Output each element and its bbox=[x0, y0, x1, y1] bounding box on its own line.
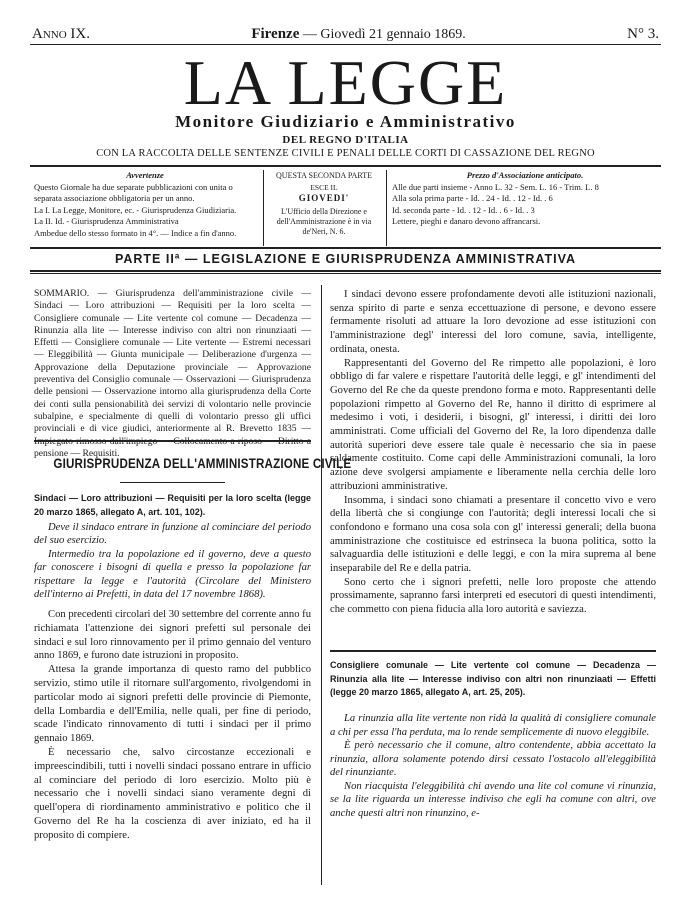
avvertenze-line: Ambedue dello stesso formato in 4°. — Indice a fin d'anno. bbox=[34, 227, 237, 238]
maxim: La rinunzia alla lite vertente non ridà la qualità di consigliere comunale a chi per essa l'ha perduta, ma lo rende semplicemente di nuovo eleggibile. bbox=[330, 713, 656, 738]
right-caption-text: Consigliere comunale — Lite vertente col comune — Decadenza — Rinunzia alla lite — Interesse indiviso con altri non rinunziaati — Effetti (legge 20 marzo 1865, allegato A, art. 25, 205). bbox=[330, 660, 656, 697]
prezzo-box bbox=[392, 170, 658, 228]
right-rule bbox=[330, 650, 656, 652]
prezzo-heading: Prezzo d'Associazione anticipato. bbox=[466, 170, 584, 180]
avvertenze-line: La II. Id. - Giurisprudenza Amministrativa bbox=[34, 216, 179, 226]
newspaper-subtitle: Monitore Giudiziario e Amministrativo bbox=[175, 112, 516, 131]
maxim: Intermedio tra la popolazione ed il governo, deve a questo far conoscere i bisogni di quella e presso la popolazione far rispettare la legge e l'autorità (Circolare del Ministero dell'interno ai Prefetti, in data del 17 novembre 1868). bbox=[34, 548, 311, 601]
issue-number: N° 3. bbox=[627, 26, 659, 42]
sommario bbox=[34, 288, 311, 460]
newspaper-title: LA LEGGE bbox=[183, 47, 508, 118]
right-caption bbox=[330, 659, 656, 700]
paragraph: Con precedenti circolari del 30 settembre del corrente anno fu richiamata l'attenzione dei signori prefetti sul personale dei sindaci e sul loro rinnovamento per il primo gennaio del venturo anno 1869, e furono date istruzioni in proposito. bbox=[34, 609, 311, 662]
column-divider bbox=[321, 285, 322, 885]
section-title-wrap bbox=[34, 456, 352, 471]
maxim: Deve il sindaco entrare in funzione al cominciare del periodo del suo esercizio. bbox=[34, 522, 311, 547]
paragraph: Insomma, i sindaci sono chiamati a presentare il concetto vivo e vero della libertà che si congiunge con l'autorità; degli interessi locali che si confondono e formano una cosa sola con gl' interessi generali; della buona amministrazione che costituisce ed estrinseca la buona politica, sotto la salvaguardia delle istituzioni e delle leggi, e con la mira suprema al bene inseparabile del Re e della patria. bbox=[330, 494, 656, 575]
info-rule bbox=[30, 247, 661, 249]
uscita-box bbox=[268, 170, 380, 237]
issue-year: Anno IX. bbox=[32, 26, 90, 42]
sommario-label: SOMMARIO. bbox=[34, 288, 90, 299]
maxim: Non riacquista l'eleggibilità chi avendo una lite col comune vi rinunzia, se la lite riguarda un interesse indiviso che egli ha comune con altri, ove anche questi altri non rinunzino, e- bbox=[330, 780, 656, 819]
masthead-rule bbox=[30, 165, 661, 167]
maxim: È però necessario che il comune, altro contendente, abbia accettato la rinunzia, allora solamente potendo dirsi cessato l'ostacolo all'eleggibilità del rinunziante. bbox=[330, 740, 656, 778]
section-title: GIURISPRUDENZA DELL'AMMINISTRAZIONE CIVILE bbox=[53, 456, 352, 471]
section-title-rule bbox=[120, 482, 225, 483]
paragraph: Attesa la grande importanza di questo ramo del pubblico servizio, stimo utile il ritornare sull'argomento, rivolgendomi in particolar modo ai signori prefetti delle provincie di Piemonte, della Lombardia e dell'Emilia, nelle quali, per fine di periodo, scade l'indicato rinnovamento di tutti i sindaci per il primo gennaio 1869. bbox=[34, 664, 311, 745]
prezzo-row: Alle due parti insieme - Anno L. 32 - Sem. L. 16 - Trim. L. 8 bbox=[392, 181, 599, 192]
masthead bbox=[0, 47, 691, 159]
left-caption-text: Sindaci — Loro attribuzioni — Requisiti per la loro scelta (legge 20 marzo 1865, allegato A, art. 101, 102). bbox=[34, 493, 311, 517]
issue-day: — Giovedì 21 gennaio 1869. bbox=[302, 27, 466, 42]
paragraph: Rappresentanti del Governo del Re rimpetto alle popolazioni, è loro obbligo di far valere e rispettare l'autorità delle leggi, e gl' intendimenti del Governo del Re che da queste prendono forma e moto. Rappresentanti delle popolazioni rimpetto al Governo del Re, hanno il diritto di esprimere al medesimo i voti, i desiderii, i bisogni, gl' interessi, i diritti dei loro amministrati. Come ufficiali del Governo del Re, la loro dipendenza dalle autorità superiori deve essere tale quale è necessario che sia in paese saldamente costituito. Come capi delle Amministrazioni comunali, la loro azione deve svolgersi ampiamente e liberamente nella cerchia delle loro attribuzioni amministrative. bbox=[330, 357, 656, 492]
paragraph: È necessario che, salvo circostanze eccezionali e impreescindibili, tutti i novelli sindaci possano entrare in ufficio al cominciare del periodo di loro esercizio. Molto più è necessario che i novelli sindaci siano veramente degni di quell'opera di riordinamento amministrativo e politico che il Governo del Re ha la coscienza di aver iniziato, ed ha il proposito di compiere. bbox=[34, 746, 311, 841]
right-maxims bbox=[330, 712, 656, 820]
prezzo-row: Id. seconda parte - Id. . 12 - Id. . 6 - Id. . 3 bbox=[392, 204, 535, 215]
uscita-line: QUESTA SECONDA PARTE bbox=[276, 171, 372, 180]
newspaper-collection: CON LA RACCOLTA DELLE SENTENZE CIVILI E PENALI DELLE CORTI DI CASSAZIONE DEL REGNO bbox=[96, 148, 595, 159]
issue-city: Firenze bbox=[251, 26, 300, 42]
avvertenze-line: La I. La Legge, Monitore, ec. - Giurisprudenza Giudiziaria. bbox=[34, 204, 237, 215]
part-heading: PARTE IIª — LEGISLAZIONE E GIURISPRUDENZA AMMINISTRATIVA bbox=[114, 252, 577, 266]
info-divider bbox=[386, 170, 387, 246]
uscita-day: GIOVEDI' bbox=[298, 193, 350, 203]
info-divider bbox=[263, 170, 264, 246]
uscita-line: ESCE IL bbox=[310, 182, 338, 192]
sommario-text: — Giurisprudenza dell'amministrazione civile — Sindaci — Loro attribuzioni — Requisiti per la loro scelta — Consigliere comunale — Lite vertente col comune — Decadenza — Rinunzia alla lite — Interesse indiviso con altri non rinunziaati — Effetti — Consigliere comunale — Lite vertente — Estremi necessari — Eleggibilità — Giunta municipale — Deliberazione d'urgenza — Approvazione della Deputazione provinciale — Approvazione preventiva del Consiglio comunale — Osservazioni — Giurisprudenza delle pensioni — Osservazione intorno alla giurisprudenza della Corte dei conti sulla pensionabilità dei servizi di volontario nelle provincie subalpine, e specialmente di quelli di volontario presso gli uffici provinciali e di vice giudici, anteriormente al R. Brevetto 1835 — Impiegato rimosso dall'impiego — Collocamento a riposo — Diritto a pensione — Requisiti. bbox=[34, 288, 311, 459]
dateline bbox=[32, 26, 659, 43]
newspaper-kingdom: DEL REGNO D'ITALIA bbox=[282, 134, 409, 146]
top-rule bbox=[30, 44, 661, 45]
avvertenze-box bbox=[34, 170, 256, 239]
paragraph: Sono certo che i signori prefetti, nelle loro proposte che attendo prossimamente, sapranno farsi interpreti ed esecutori di questi intendimenti, che commetto con piena fiducia alla loro autorità e saviezza. bbox=[330, 576, 656, 616]
part-rule-thin bbox=[30, 273, 661, 274]
left-maxims bbox=[34, 521, 311, 601]
avvertenze-line: Questo Giornale ha due separate pubblicazioni con unita o separata associazione obbligatoria per un anno. bbox=[34, 181, 233, 203]
paragraph: I sindaci devono essere profondamente devoti alle istituzioni nazionali, senza spirito di parte e senza eccettuazione di persone, e devono essere fermamente risoluti ad attuare la loro devozione ad esse istituzioni con l'amministrazione degl' interessi del loro comune, savia, intelligente, ordinata, onesta. bbox=[330, 289, 656, 355]
right-body bbox=[330, 288, 656, 617]
part-rule bbox=[30, 270, 661, 272]
avvertenze-heading: Avvertenze bbox=[126, 170, 164, 180]
prezzo-footer: Lettere, pieghi e danaro devono affrancarsi. bbox=[392, 216, 541, 226]
prezzo-row: Alla sola prima parte - Id. . 24 - Id. . 12 - Id. . 6 bbox=[392, 193, 553, 203]
issue-date bbox=[251, 26, 465, 43]
left-body bbox=[34, 608, 311, 843]
left-caption bbox=[34, 492, 311, 519]
sommario-rule bbox=[34, 440, 311, 442]
uscita-office: L'Ufficio della Direzione e dell'Amministrazione è in via de'Neri, N. 6. bbox=[276, 206, 372, 236]
